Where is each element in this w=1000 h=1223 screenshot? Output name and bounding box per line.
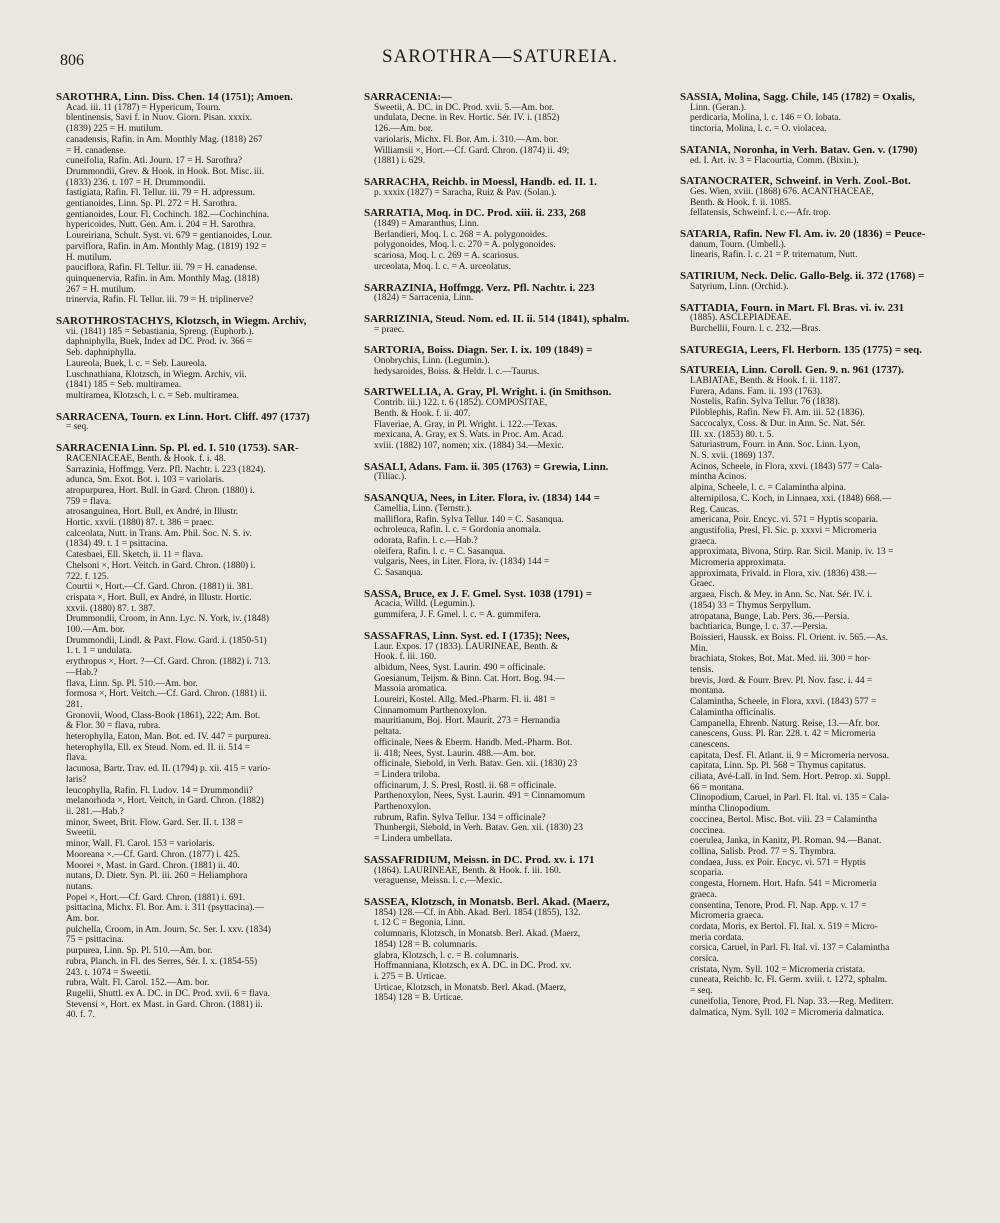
entry-line: SARRAZINIA, Hoffmgg. Verz. Pfl. Nachtr. i. 223 — [364, 282, 595, 294]
entry-line: RACENIACEAE, Benth. & Hook. f. i. 48. — [66, 453, 226, 464]
entry-line: Nostelis, Rafin. Sylva Tellur. 76 (1838). — [690, 397, 840, 408]
entry-line: canadensis, Rafin. in Am. Monthly Mag. (1818) 267 — [66, 134, 263, 145]
entry-line: Flaveriae, A. Gray, in Pl. Wright. i. 122.—Texas. — [374, 419, 558, 430]
entry-line: Calamintha officinalis. — [690, 707, 776, 718]
entry-line: Clinopodium, Caruel, in Parl. Fl. Ital. vi. 135 = Cala- — [690, 793, 890, 804]
entry-line: Ges. Wien, xviii. (1868) 676. ACANTHACEAE, — [690, 186, 874, 197]
entry-line: Sarrazinia, Hoffmgg. Verz. Pfl. Nachtr. i. 223 (1824). — [66, 464, 266, 475]
entry-line: fellatensis, Schweinf. l. c.—Afr. trop. — [690, 208, 831, 219]
entry-line: veraguense, Meissn. l. c.—Mexic. — [374, 876, 503, 887]
entry-line: 126.—Am. bor. — [374, 124, 433, 135]
entry-line: Berlandieri, Moq. l. c. 268 = A. polygonoides. — [374, 229, 548, 240]
entry-line: Graec. — [690, 579, 715, 590]
entry-line: 1854) 128 = B. columnaris. — [374, 939, 478, 950]
entry-line: officinale, Nees & Eberm. Handb. Med.-Pharm. Bot. — [374, 737, 573, 748]
entry-line: p. xxxix (1827) = Saracha, Ruiz & Pav. (Solan.). — [374, 187, 557, 198]
entry-line: Piloblephis, Rafin. New Fl. Am. iii. 52 (1836). — [690, 408, 865, 419]
entry-line: ochroleuca, Rafin. l. c. = Gordonia anomala. — [374, 525, 541, 536]
entry-line: Catesbaei, Ell. Sketch, ii. 11 = flava. — [66, 550, 203, 561]
entry-line: 1854) 128 = B. Urticae. — [374, 993, 464, 1004]
entry-line: SARRIZINIA, Steud. Nom. ed. II. ii. 514 (1841), sphalm. — [364, 313, 630, 325]
entry-line: Hoffmanniana, Klotzsch, ex A. DC. in DC. Prod. xv. — [374, 961, 572, 972]
entry-line: Burchellii, Fourn. l. c. 232.—Bras. — [690, 323, 821, 334]
entry-line: officinarum, J. S. Presl, Rostl. ii. 68 = officinale. — [374, 780, 557, 791]
entry-line: Laureola, Buek, l. c. = Seb. Laureola. — [66, 358, 207, 369]
entry-line: & Flor. 30 = flava, rubra. — [66, 721, 161, 732]
entry-line: 1854) 128.—Cf. in Abh. Akad. Berl. 1854 (1855), 132. — [374, 907, 581, 918]
entry-line: montana. — [690, 686, 725, 697]
entry-line: (1841) 185 = Seb. multiramea. — [66, 380, 182, 391]
entry-line: minor, Sweet, Brit. Flow. Gard. Ser. II. t. 138 = — [66, 817, 243, 828]
entry-line: rubrum, Rafin. Sylva Tellur. 134 = officinale? — [374, 812, 546, 823]
entry-line: Cinnamomum Parthenoxylon. — [374, 705, 488, 716]
entry-line: SATARIA, Rafin. New Fl. Am. iv. 20 (1836) = Peuce- — [680, 229, 926, 240]
entry-line: Loureiri, Kostel. Allg. Med.-Pharm. Fl. ii. 481 = — [374, 695, 556, 706]
entry-line: (1834) 49. t. 1 = psittacina. — [66, 539, 168, 550]
entry-line: SASSAFRIDIUM, Meissn. in DC. Prod. xv. i. 171 — [364, 854, 595, 866]
entry-line: (1854) 33 = Thymus Serpyllum. — [690, 600, 811, 611]
entry-line: fastigiata, Rafin. Fl. Tellur. iii. 79 = H. adpressum. — [66, 188, 256, 199]
entry-line: Campanella, Ehrenb. Naturg. Reise, 13.—Afr. bor. — [690, 718, 880, 729]
entry-line: coccinea, Bertol. Misc. Bot. viii. 23 = Calamintha — [690, 814, 878, 825]
entry-line: SATUREIA, Linn. Coroll. Gen. 9. n. 961 (1737). — [680, 365, 904, 377]
entry-line: capitata, Linn. Sp. Pl. 568 = Thymus capitatus. — [690, 761, 866, 772]
entry-line: Courtii ×, Hort.—Cf. Gard. Chron. (1881) ii. 381. — [66, 582, 254, 593]
entry-line: Reg. Caucas. — [690, 504, 740, 515]
genus-entry — [56, 92, 344, 306]
entry-line: brevis, Jord. & Fourr. Brev. Pl. Nov. fasc. i. 44 = — [690, 675, 873, 686]
entry-line: scoparia. — [690, 868, 724, 879]
entry-line: Drummondii, Lindl. & Paxt. Flow. Gard. i. (1850-51) — [66, 635, 267, 646]
entry-line: corsica, Caruel, in Parl. Fl. Ital. vi. 137 = Calamintha — [690, 943, 890, 954]
entry-line: columnaris, Klotzsch, in Monatsb. Berl. Akad. (Maerz, — [374, 929, 581, 940]
entry-line: flava. — [66, 753, 88, 764]
entry-line: Goesianum, Teijsm. & Binn. Cat. Hort. Bog. 94.— — [374, 673, 565, 684]
entry-line: Saccocalyx, Coss. & Dur. in Ann. Sc. Nat. Sér. — [690, 418, 866, 429]
entry-line: atropatana, Bunge, Lab. Pers. 36.—Persia. — [690, 611, 850, 622]
entry-line: canescens. — [690, 739, 730, 750]
entry-line: SAROTHROSTACHYS, Klotzsch, in Wiegm. Archiv, — [56, 316, 307, 327]
entry-line: bachtiarica, Bunge, l. c. 37.—Persia. — [690, 622, 828, 633]
entry-line: laris? — [66, 774, 87, 785]
genus-entry — [364, 345, 666, 377]
entry-line: officinale, Siebold, in Verh. Batav. Gen. xii. (1830) 23 — [374, 759, 578, 770]
column-1 — [56, 92, 344, 1217]
entry-line: ii. 281.—Hab.? — [66, 807, 124, 817]
entry-line: variolaris, Michx. Fl. Bor. Am. i. 310.—Am. bor. — [374, 134, 559, 145]
entry-line: collina, Salisb. Prod. 77 = S. Thymbra. — [690, 847, 836, 857]
entry-line: Contrib. iii.) 122. t. 6 (1852). COMPOSITAE, — [374, 398, 548, 409]
entry-line: pauciflora, Rafin. Fl. Tellur. iii. 79 = H. canadense. — [66, 263, 258, 274]
entry-line: = seq. — [690, 986, 713, 997]
entry-line: SAROTHRA, Linn. Diss. Chen. 14 (1751); Amoen. — [56, 92, 293, 103]
entry-line: = Lindera triloba. — [374, 769, 440, 780]
entry-line: coccinea. — [690, 825, 726, 836]
entry-line: Boissieri, Haussk. ex Boiss. Fl. Orient. iv. 565.—As. — [690, 632, 889, 643]
entry-line: meria cordata. — [690, 932, 744, 943]
entry-line: Drummondii, Grev. & Hook. in Hook. Bot. Misc. iii. — [66, 166, 265, 177]
entry-line: 759 = flava. — [66, 496, 112, 507]
genus-entry — [56, 443, 344, 1021]
genus-entry — [680, 365, 986, 1018]
entry-line: Massoia aromatica. — [374, 684, 447, 695]
entry-line: C. Sasanqua. — [374, 568, 423, 579]
column-3 — [680, 92, 986, 1217]
entry-line: = Lindera umbellata. — [374, 834, 453, 845]
entry-line: SARRACENIA Linn. Sp. Pl. ed. I. 510 (1753). SAR- — [56, 443, 299, 454]
entry-line: cordata, Moris, ex Bertol. Fl. Ital. x. 519 = Micro- — [690, 921, 878, 932]
entry-line: Gronovii, Wood, Class-Book (1861), 222; Am. Bot. — [66, 710, 261, 721]
entry-line: Urticae, Klotzsch, in Monatsb. Berl. Akad. (Maerz, — [374, 982, 567, 993]
genus-entry — [364, 589, 666, 621]
genus-entry — [364, 462, 666, 483]
entry-line: Acacia, Willd. (Legumin.). — [374, 599, 475, 610]
entry-line: capitata, Desf. Fl. Atlant. ii. 9 = Micromeria nervosa. — [690, 750, 889, 761]
entry-line: Micromeria graeca. — [690, 911, 764, 922]
entry-line: tinctoria, Molina, l. c. = O. violacea. — [690, 124, 827, 135]
entry-line: graeca. — [690, 536, 717, 547]
entry-line: odorata, Rafin. l. c.—Hab.? — [374, 535, 478, 546]
entry-line: Luschnathiana, Klotzsch, in Wiegm. Archiv, vii. — [66, 369, 247, 380]
entry-line: Furera, Adans. Fam. ii. 193 (1763). — [690, 386, 823, 397]
entry-line: rubra, Planch. in Fl. des Serres, Sér. I. x. (1854-55) — [66, 956, 258, 967]
entry-line: blentinensis, Savi f. in Nuov. Giorn. Pisan. xxxix. — [66, 113, 253, 124]
entry-line: approximata, Bivona, Stirp. Rar. Sicil. Manip. iv. 13 = — [690, 547, 894, 558]
entry-line: cuneifolia, Rafin. Atl. Journ. 17 = H. Sarothra? — [66, 156, 243, 167]
genus-entry — [364, 314, 666, 335]
entry-line: SATANIA, Noronha, in Verh. Batav. Gen. v. (1790) — [680, 144, 918, 156]
entry-line: Hook. f. iii. 160. — [374, 652, 437, 663]
entry-line: Hortic. xxvii. (1880) 87. t. 386 = praec. — [66, 518, 214, 529]
entry-line: alternipilosa, C. Koch, in Linnaea, xxi. (1848) 668.— — [690, 493, 892, 504]
entry-line: alpina, Scheele, l. c. = Calamintha alpina. — [690, 483, 847, 494]
genus-entry — [680, 271, 986, 292]
entry-line: (1864). LAURINEAE, Benth. & Hook. f. iii. 160. — [374, 865, 561, 876]
entry-line: argaea, Fisch. & Mey. in Ann. Sc. Nat. Sér. IV. i. — [690, 590, 873, 601]
entry-line: formosa ×, Hort. Veitch.—Cf. Gard. Chron. (1881) ii. — [66, 689, 267, 700]
entry-line: approximata, Frivald. in Flora, xiv. (1836) 438.— — [690, 568, 877, 579]
entry-line: SARRACHA, Reichb. in Moessl, Handb. ed. II. 1. — [364, 176, 597, 188]
entry-line: calceolata, Nutt. in Trans. Am. Phil. Soc. N. S. iv. — [66, 528, 252, 539]
entry-line: oleifera, Rafin. l. c. = C. Sasanqua. — [374, 546, 506, 557]
entry-line: nutans, D. Dietr. Syn. Pl. iii. 260 = Heliamphora — [66, 871, 248, 882]
entry-line: N. S. xvii. (1869) 137. — [690, 450, 775, 461]
entry-line: heterophylla, Ell. ex Steud. Nom. ed. II. ii. 514 = — [66, 742, 250, 753]
entry-line: Parthenoxylon, Nees, Syst. Laurin. 491 = Cinnamomum — [374, 791, 585, 802]
entry-line: SATANOCRATER, Schweinf. in Verh. Zool.-Bot. — [680, 176, 911, 187]
entry-line: Acad. iii. 11 (1787) = Hypericum, Tourn. — [66, 102, 221, 113]
entry-line: = seq. — [66, 422, 89, 433]
entry-line: Camellia, Linn. (Ternstr.). — [374, 503, 472, 514]
entry-line: minor, Wall. Fl. Carol. 153 = variolaris. — [66, 839, 215, 850]
entry-line: Chelsoni ×, Hort. Veitch. in Gard. Chron. (1880) i. — [66, 560, 256, 571]
entry-line: hedysaroides, Boiss. & Heldr. l. c.—Taurus. — [374, 366, 540, 377]
entry-line: (Tiliac.). — [374, 472, 407, 483]
entry-line: SATUREGIA, Leers, Fl. Herborn. 135 (1775) = seq. — [680, 344, 922, 356]
entry-line: ed. I. Art. iv. 3 = Flacourtia, Comm. (Bixin.). — [690, 155, 859, 166]
entry-line: mintha Acinos. — [690, 472, 747, 483]
entry-line: mauritianum, Boj. Hort. Maurit. 273 = Hernandia — [374, 716, 560, 727]
entry-line: 722. f. 125. — [66, 571, 109, 582]
genus-entry — [680, 303, 986, 335]
genus-entry — [364, 177, 666, 198]
entry-line: atrosanguinea, Hort. Bull, ex André, in Illustr. — [66, 507, 239, 518]
entry-line: vii. (1841) 185 = Sebastiania, Spreng. (Euphorb.). — [66, 326, 254, 337]
entry-line: americana, Poir. Encyc. vi. 571 = Hyptis scoparia. — [690, 515, 879, 526]
entry-line: 100.—Am. bor. — [66, 625, 125, 636]
entry-line: lacunosa, Bartr. Trav. ed. II. (1794) p. xii. 415 = vario- — [66, 764, 271, 775]
entry-line: (1885). ASCLEPIADEAE. — [690, 313, 792, 324]
entry-line: SARRATIA, Moq. in DC. Prod. xiii. ii. 233, 268 — [364, 208, 586, 220]
entry-line: peltata. — [374, 727, 402, 738]
entry-line: Benth. & Hook. f. ii. 1085. — [690, 197, 792, 208]
entry-line: malliflora, Rafin. Sylva Tellur. 140 = C. Sasanqua. — [374, 514, 564, 525]
entry-line: Popei ×, Hort.—Cf. Gard. Chron. (1881) i. 691. — [66, 892, 246, 903]
genus-entry — [364, 283, 666, 304]
entry-line: daphniphylla, Buek, Index ad DC. Prod. iv. 366 = — [66, 337, 253, 348]
entry-line: 66 = montana. — [690, 782, 744, 793]
entry-line: corsica. — [690, 954, 719, 965]
entry-line: Min. — [690, 643, 708, 654]
entry-line: mexicana, A. Gray, ex S. Wats. in Proc. Am. Acad. — [374, 430, 564, 441]
entry-line: SASSEA, Klotzsch, in Monatsb. Berl. Akad. (Maerz, — [364, 897, 610, 908]
genus-entry — [364, 208, 666, 272]
page-number: 806 — [60, 52, 84, 69]
entry-line: Am. bor. — [66, 914, 100, 925]
entry-line: tensis. — [690, 665, 714, 676]
entry-line: SARTWELLIA, A. Gray, Pl. Wright. i. (in Smithson. — [364, 387, 612, 399]
entry-line: Sweetii. — [66, 828, 97, 839]
entry-line: Thunbergii, Siebold, in Verh. Batav. Gen. xii. (1830) 23 — [374, 823, 583, 834]
entry-line: SASANQUA, Nees, in Liter. Flora, iv. (1834) 144 = — [364, 493, 600, 504]
entry-line: —Hab.? — [66, 667, 98, 678]
entry-line: atropurpurea, Hort. Bull. in Gard. Chron. (1880) i. — [66, 485, 255, 496]
entry-line: linearis, Rafin. l. c. 21 = P. triternatum, Nutt. — [690, 250, 858, 261]
entry-line: 243. t. 1074 = Sweetii. — [66, 967, 152, 978]
entry-line: graeca. — [690, 889, 717, 900]
genus-entry — [680, 145, 986, 166]
entry-line: Seb. daphniphylla. — [66, 348, 137, 359]
running-head: SAROTHRA—SATUREIA. — [382, 46, 618, 67]
entry-line: (1833) 236. t. 107 = H. Drummondii. — [66, 177, 206, 188]
entry-line: Micromeria approximata. — [690, 558, 786, 569]
entry-line: t. 12 C = Begonia, Linn. — [374, 918, 466, 929]
entry-line: SASSA, Bruce, ex J. F. Gmel. Syst. 1038 (1791) = — [364, 588, 592, 600]
entry-line: erythropus ×, Hort. ?—Cf. Gard. Chron. (1882) i. 713. — [66, 657, 271, 668]
entry-line: i. 275 = B. Urticae. — [374, 971, 447, 982]
entry-line: quinquenervia, Rafin. in Am. Monthly Mag. (1818) — [66, 273, 260, 284]
entry-line: SARRACENA, Tourn. ex Linn. Hort. Cliff. 497 (1737) — [56, 411, 310, 423]
entry-line: 267 = H. mutilum. — [66, 284, 136, 295]
entry-line: xviii. (1882) 107, nomen; xix. (1884) 34.—Mexic. — [374, 440, 564, 451]
entry-line: Satyrium, Linn. (Orchid.). — [690, 281, 789, 292]
entry-line: parviflora, Rafin. in Am. Monthly Mag. (1819) 192 = — [66, 241, 267, 252]
entry-line: condaea, Juss. ex Poir. Encyc. vi. 571 = Hyptis — [690, 857, 866, 868]
entry-line: Moorei ×, Mast. in Gard. Chron. (1881) ii. 40. — [66, 860, 240, 871]
entry-line: = H. canadense. — [66, 145, 126, 156]
entry-line: danum, Tourn. (Umbell.). — [690, 239, 787, 250]
entry-line: Drummondii, Croom, in Ann. Lyc. N. York, iv. (1848) — [66, 614, 270, 625]
entry-line: congesta, Hornem. Hort. Hafn. 541 = Micromeria — [690, 879, 877, 890]
entry-line: purpurea, Linn. Sp. Pl. 510.—Am. bor. — [66, 946, 213, 957]
entry-line: hypericoides, Nutt. Gen. Am. i. 204 = H. Sarothra. — [66, 220, 256, 231]
entry-line: mintha Clinopodium. — [690, 804, 771, 815]
entry-line: glabra, Klotzsch, l. c. = B. columnaris. — [374, 950, 519, 961]
entry-line: Williamsii ×, Hort.—Cf. Gard. Chron. (1874) ii. 49; — [374, 145, 570, 156]
entry-line: Acinos, Scheele, in Flora, xxvi. (1843) 577 = Cala- — [690, 461, 883, 472]
entry-line: scariosa, Moq. l. c. 269 = A. scariosus. — [374, 251, 520, 262]
entry-line: H. mutilum. — [66, 252, 112, 263]
entry-line: 281. — [66, 699, 83, 710]
entry-line: SASSIA, Molina, Sagg. Chile, 145 (1782) = Oxalis, — [680, 92, 915, 103]
genus-entry — [680, 229, 986, 261]
genus-entry — [364, 92, 666, 167]
entry-line: (1839) 225 = H. mutilum. — [66, 124, 163, 135]
entry-line: SARTORIA, Boiss. Diagn. Ser. I. ix. 109 (1849) = — [364, 345, 593, 357]
entry-line: cristata, Nym. Syll. 102 = Micromeria cristata. — [690, 964, 866, 975]
entry-line: dalmatica, Nym. Syll. 102 = Micromeria dalmatica. — [690, 1007, 884, 1018]
entry-line: leucophylla, Rafin. Fl. Ludov. 14 = Drummondii? — [66, 785, 253, 796]
genus-entry — [364, 631, 666, 845]
entry-line: (1881) i. 629. — [374, 156, 426, 167]
entry-line: crispata ×, Hort. Bull, ex André, in Illustr. Hortic. — [66, 592, 252, 603]
entry-line: 75 = psittacina. — [66, 935, 124, 946]
column-2 — [364, 92, 666, 1217]
entry-line: multiramea, Klotzsch, l. c. = Seb. multiramea. — [66, 390, 239, 401]
entry-line: ii. 418; Nees, Syst. Laurin. 488.—Am. bor. — [374, 748, 536, 759]
entry-line: undulata, Decne. in Rev. Hortic. Sér. IV. i. (1852) — [374, 113, 560, 124]
entry-line: canescens, Guss. Pl. Rar. 228. t. 42 = Micromeria — [690, 729, 876, 740]
entry-line: heterophylla, Eaton, Man. Bot. ed. IV. 447 = purpurea. — [66, 732, 271, 743]
entry-line: cuneata, Reichb. Ic. Fl. Germ. xviii. t. 1272, sphalm. — [690, 975, 888, 986]
entry-line: Mooreana ×.—Cf. Gard. Chron. (1877) i. 425. — [66, 849, 241, 860]
entry-line: SASSAFRAS, Linn. Syst. ed. I (1735); Nees, — [364, 630, 570, 642]
entry-line: Parthenoxylon. — [374, 802, 432, 813]
entry-line: coerulea, Janka, in Kanitz, Pl. Roman. 94.—Banat. — [690, 836, 882, 847]
genus-entry — [680, 345, 986, 356]
entry-line: trinervia, Rafin. Fl. Tellur. iii. 79 = H. triplinerve? — [66, 295, 254, 306]
genus-entry — [364, 897, 666, 1004]
entry-line: = praec. — [374, 324, 405, 335]
entry-line: SARRACENIA:— — [364, 92, 453, 103]
entry-line: 1. t. 1 = undulata. — [66, 646, 132, 657]
genus-entry — [56, 316, 344, 402]
entry-line: Laur. Expos. 17 (1833). LAURINEAE, Benth. & — [374, 641, 559, 652]
entry-line: gummifera, J. F. Gmel. l. c. = A. gummifera. — [374, 610, 542, 621]
entry-line: cuneifolia, Tenore, Prod. Fl. Nap. 33.—Reg. Mediterr. — [690, 996, 894, 1007]
entry-line: 40. f. 7. — [66, 1010, 95, 1021]
entry-line: III. xx. (1853) 80. t. 5. — [690, 429, 774, 440]
entry-line: nutans. — [66, 881, 93, 892]
entry-line: (1849) = Amaranthus, Linn. — [374, 219, 480, 230]
entry-line: angustifolia, Presl, Fl. Sic. p. xxxvi = Micromeria — [690, 525, 877, 536]
entry-line: Sweetii, A. DC. in DC. Prod. xvii. 5.—Am. bor. — [374, 102, 554, 113]
entry-line: flava, Linn. Sp. Pl. 510.—Am. bor. — [66, 678, 198, 689]
entry-line: Loureiriana, Schult. Syst. vi. 679 = gentianoides, Lour. — [66, 231, 273, 242]
entry-line: Stevensi ×, Hort. ex Mast. in Gard. Chron. (1881) ii. — [66, 999, 263, 1010]
entry-line: polygonoides, Moq. l. c. 270 = A. polygonoides. — [374, 240, 556, 251]
entry-line: rubra, Walt. Fl. Carol. 152.—Am. bor. — [66, 978, 210, 989]
entry-line: SASALI, Adans. Fam. ii. 305 (1763) = Grewia, Linn. — [364, 461, 609, 473]
entry-line: melanorhoda ×, Hort. Veitch, in Gard. Chron. (1882) — [66, 796, 264, 807]
genus-entry — [364, 855, 666, 887]
entry-line: perdicaria, Molina, l. c. 146 = O. lobata. — [690, 113, 841, 124]
entry-line: brachiata, Stokes, Bot. Mat. Med. iii. 300 = hor- — [690, 654, 871, 665]
entry-line: Saturiastrum, Fourr. in Ann. Soc. Linn. Lyon, — [690, 440, 861, 451]
entry-line: (1824) = Sarracenia, Linn. — [374, 293, 474, 304]
entry-line: urceolata, Moq. l. c. = A. urceolatus. — [374, 261, 512, 272]
entry-line: SATIRIUM, Neck. Delic. Gallo-Belg. ii. 372 (1768) = — [680, 271, 925, 282]
entry-line: Calamintha, Scheele, in Flora, xxvi. (1843) 577 = — [690, 697, 877, 708]
entry-line: ciliata, Avé-Lall. in Ind. Sem. Hort. Petrop. xi. Suppl. — [690, 772, 891, 783]
genus-entry — [680, 176, 986, 219]
entry-line: adunca, Sm. Exot. Bot. i. 103 = variolaris. — [66, 475, 225, 486]
entry-line: Rugelii, Shuttl. ex A. DC. in DC. Prod. xvii. 6 = flava. — [66, 988, 270, 999]
genus-entry — [680, 92, 986, 135]
entry-line: gentianoides, Linn. Sp. Pl. 272 = H. Sarothra. — [66, 199, 238, 210]
entry-line: vulgaris, Nees, in Liter. Flora, iv. (1834) 144 = — [374, 557, 550, 568]
entry-line: psittacina, Michx. Fl. Bor. Am. i. 311 (psyttacina).— — [66, 903, 265, 914]
entry-line: Linn. (Geran.). — [690, 102, 747, 113]
genus-entry — [364, 493, 666, 579]
genus-entry — [364, 387, 666, 451]
entry-line: Onobrychis, Linn. (Legumin.). — [374, 356, 490, 367]
entry-line: xxvii. (1880) 87. t. 387. — [66, 603, 156, 614]
genus-entry — [56, 412, 344, 433]
entry-line: SATTADIA, Fourn. in Mart. Fl. Bras. vi. iv. 231 — [680, 302, 905, 314]
entry-line: gentianoides, Lour. Fl. Cochinch. 182.—Cochinchina. — [66, 209, 270, 220]
entry-line: albidum, Nees, Syst. Laurin. 490 = officinale. — [374, 662, 546, 673]
entry-line: Benth. & Hook. f. ii. 407. — [374, 408, 471, 419]
entry-line: LABIATAE, Benth. & Hook. f. ii. 1187. — [690, 376, 841, 387]
entry-line: pulchella, Croom, in Am. Journ. Sc. Ser. I. xxv. (1834) — [66, 924, 271, 935]
entry-line: consentina, Tenore, Prod. Fl. Nap. App. v. 17 = — [690, 900, 867, 911]
